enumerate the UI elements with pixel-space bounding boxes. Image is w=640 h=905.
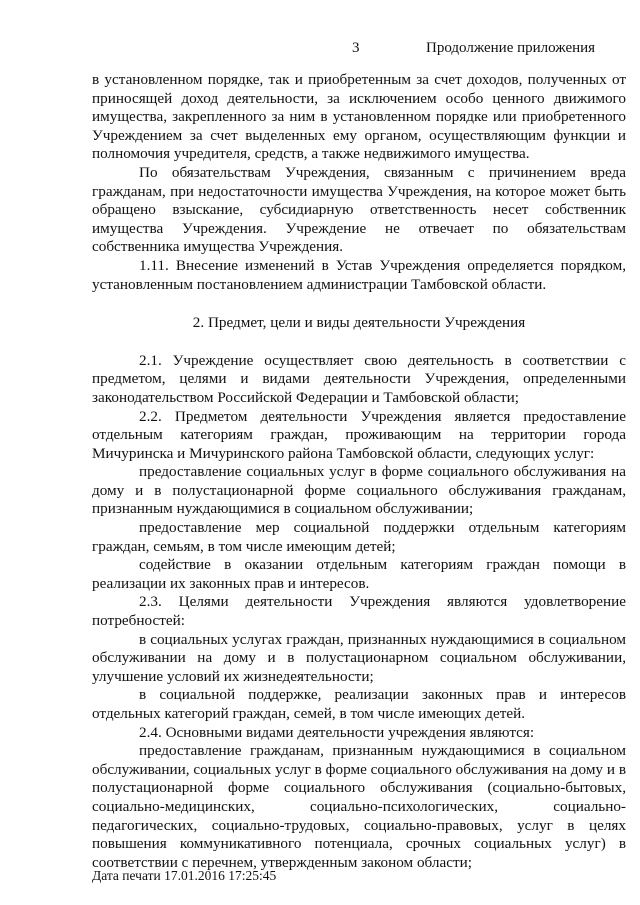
paragraph: 2.4. Основными видами деятельности учреждения являются: xyxy=(139,723,535,741)
print-date-footer: Дата печати 17.01.2016 17:25:45 xyxy=(92,868,277,883)
paragraph: в социальной поддержке, реализации законных прав и интересов отдельных категорий граждан, семей, в том числе имеющих детей. xyxy=(92,686,626,722)
paragraph: содействие в оказании отдельным категориям граждан помощи в реализации их законных прав и интересов. xyxy=(92,556,626,592)
paragraph: в установленном порядке, так и приобретенным за счет доходов, полученных от приносящей доход деятельности, за исключением особо ценного движимого имущества, закрепленного за ним в установленном порядке или приобретенного Учреждением за счет выделенных ему органом, осуществляющим функции и полномочия учредителя, средств, а также недвижимого имущества. xyxy=(92,71,626,163)
page-number: 3 xyxy=(352,40,360,56)
paragraph: 2.2. Предметом деятельности Учреждения является предоставление отдельным категориям граждан, проживающим на территории города Мичуринска и Мичуринского района Тамбовской области, следующих услуг: xyxy=(92,407,626,462)
paragraph: в социальных услугах граждан, признанных нуждающимися в социальном обслуживании на дому и в полустационарном социальном обслуживании, улучшение условий их жизнедеятельности; xyxy=(92,630,626,685)
document-body xyxy=(92,71,626,872)
paragraph: 1.11. Внесение изменений в Устав Учреждения определяется порядком, установленным постановлением администрации Тамбовской области. xyxy=(92,256,626,293)
section-heading: 2. Предмет, цели и виды деятельности Учреждения xyxy=(192,314,526,332)
paragraph: 2.3. Целями деятельности Учреждения являются удовлетворение потребностей: xyxy=(92,593,626,630)
paragraph: предоставление мер социальной поддержки отдельным категориям граждан, семьям, в том числе имеющим детей; xyxy=(92,519,626,555)
paragraph: 2.1. Учреждение осуществляет свою деятельность в соответствии с предметом, целями и видами деятельности Учреждения, определенными законодательством Российской Федерации и Тамбовской области; xyxy=(92,351,626,406)
paragraph: предоставление гражданам, признанным нуждающимися в социальном обслуживании, социальных услуг в форме социального обслуживания на дому и в полустационарной форме социального обслуживания (социально-бытовых, социально-медицинских, социально-психологических, социально-педагогических, социально-трудовых, социально-правовых, услуг в целях повышения коммуникативного потенциала, срочных социальных услуг) в соответствии с перечнем, утвержденным законом области; xyxy=(92,742,626,871)
paragraph: По обязательствам Учреждения, связанным с причинением вреда гражданам, при недостаточности имущества Учреждения, на которое может быть обращено взыскание, субсидиарную ответственность несет собственник имущества Учреждения. Учреждение не отвечает по обязательствам собственника имущества Учреждения. xyxy=(92,163,626,256)
paragraph: предоставление социальных услуг в форме социального обслуживания на дому и в полустационарной форме социального обслуживания гражданам, признанным нуждающимися в социальном обслуживании; xyxy=(92,463,626,518)
appendix-continuation-note: Продолжение приложения xyxy=(426,40,596,56)
